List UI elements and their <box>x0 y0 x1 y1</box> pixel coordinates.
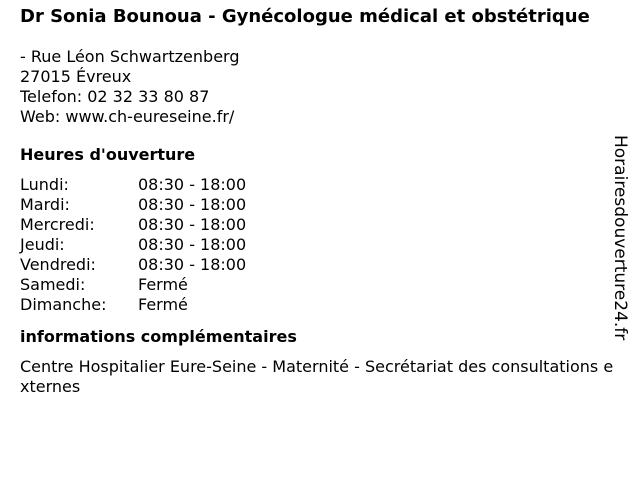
hours-row-friday <box>20 255 625 275</box>
day-label: Lundi: <box>20 175 69 194</box>
day-label: Dimanche: <box>20 295 107 314</box>
hours-value: Fermé <box>138 295 188 314</box>
site-watermark: Horairesdouverture24.fr <box>610 135 630 341</box>
hours-value: Fermé <box>138 275 188 294</box>
info-description: Centre Hospitalier Eure-Seine - Maternité - Secrétariat des consultations externes <box>20 357 614 396</box>
hours-value: 08:30 - 18:00 <box>138 255 247 274</box>
hours-row-monday <box>20 175 625 195</box>
hours-row-sunday <box>20 295 625 315</box>
opening-hours-table <box>20 175 625 315</box>
day-label: Jeudi: <box>20 235 65 254</box>
hours-value: 08:30 - 18:00 <box>138 175 247 194</box>
street-address: - Rue Léon Schwartzenberg <box>20 47 240 66</box>
hours-value: 08:30 - 18:00 <box>138 215 247 234</box>
listing-content <box>20 6 625 397</box>
website: Web: www.ch-eureseine.fr/ <box>20 107 235 126</box>
address-block <box>20 47 625 127</box>
day-label: Mardi: <box>20 195 70 214</box>
info-heading: informations complémentaires <box>20 327 297 346</box>
day-label: Samedi: <box>20 275 86 294</box>
hours-heading: Heures d'ouverture <box>20 145 196 164</box>
hours-row-wednesday <box>20 215 625 235</box>
city-address: 27015 Évreux <box>20 67 132 86</box>
hours-value: 08:30 - 18:00 <box>138 195 247 214</box>
hours-row-thursday <box>20 235 625 255</box>
day-label: Vendredi: <box>20 255 96 274</box>
hours-row-tuesday <box>20 195 625 215</box>
phone-number: Telefon: 02 32 33 80 87 <box>20 87 210 106</box>
hours-row-saturday <box>20 275 625 295</box>
hours-value: 08:30 - 18:00 <box>138 235 247 254</box>
day-label: Mercredi: <box>20 215 95 234</box>
page-title: Dr Sonia Bounoua - Gynécologue médical et obstétrique <box>20 6 590 27</box>
